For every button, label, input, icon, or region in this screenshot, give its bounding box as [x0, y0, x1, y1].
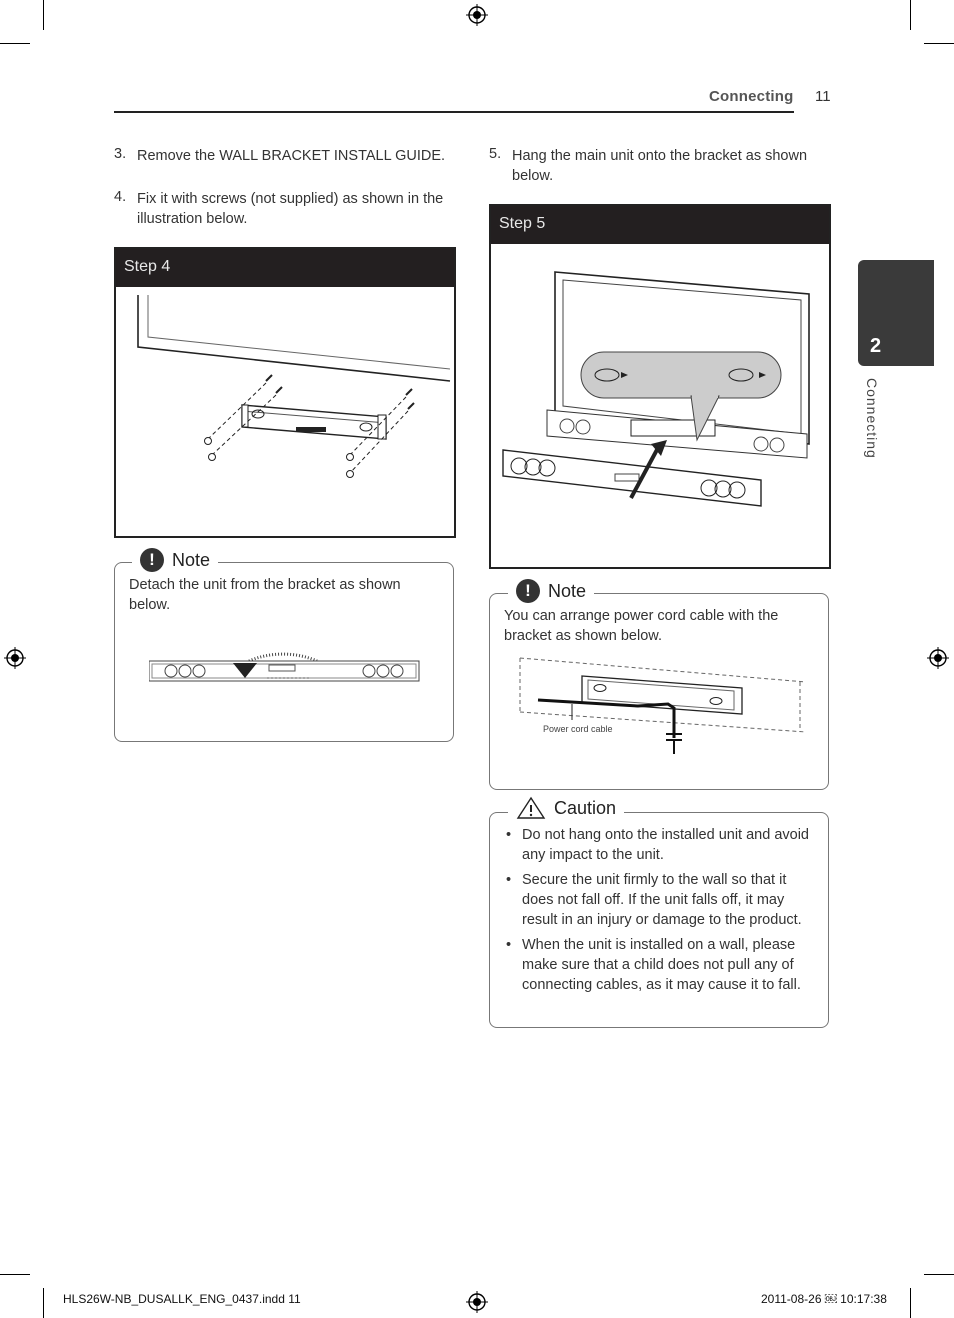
caution-list [504, 825, 816, 1000]
list-item: • Do not hang onto the installed unit and avoid any impact to the unit. [504, 825, 816, 865]
caution-heading: Caution [554, 797, 617, 818]
list-item: • When the unit is installed on a wall, please make sure that a child does not pull any of connecting cables, as it may cause it to fall. [504, 935, 816, 995]
header-rule [114, 111, 794, 113]
step-number: 3. [114, 146, 127, 162]
step-number: 5. [489, 146, 502, 162]
registration-mark-icon [927, 647, 949, 669]
step-text: Remove the WALL BRACKET INSTALL GUIDE. [137, 148, 446, 164]
note-title [132, 548, 218, 572]
crop-mark [910, 1288, 911, 1318]
hang-unit-illustration [491, 244, 829, 567]
exclamation-icon: ! [516, 579, 540, 603]
note-box [114, 562, 454, 742]
caution-title [508, 796, 624, 820]
crop-mark [924, 1274, 954, 1275]
crop-mark [910, 0, 911, 30]
list-item: • Secure the unit firmly to the wall so that it does not fall off. If the unit falls off, it may result in an injury or damage to the product. [504, 870, 816, 930]
exclamation-icon: ! [140, 548, 164, 572]
note-text: You can arrange power cord cable with the bracket as shown below. [504, 608, 779, 644]
footer-filename: HLS26W-NB_DUSALLK_ENG_0437.indd 11 [63, 1292, 301, 1306]
soundbar-detach-illustration [149, 633, 421, 683]
registration-mark-icon [4, 647, 26, 669]
note-heading: Note [548, 580, 587, 601]
crop-mark [0, 43, 30, 44]
figure-step-5 [489, 204, 831, 569]
step-number: 4. [114, 189, 127, 205]
page-number: 11 [815, 88, 831, 105]
figure-step-4 [114, 247, 456, 538]
figure-title: Step 4 [116, 249, 454, 287]
callout-label: Power cord cable [543, 724, 613, 734]
note-title [508, 579, 594, 603]
footer-timestamp: 2011-08-26 ￼ 10:17:38 [761, 1292, 887, 1306]
registration-mark-icon [466, 4, 488, 26]
warning-triangle-icon [516, 796, 546, 820]
bracket-screw-illustration [116, 287, 454, 536]
power-cord-illustration [518, 654, 808, 759]
note-text: Detach the unit from the bracket as shown below. [129, 577, 401, 613]
step-text: Fix it with screws (not supplied) as shown in the illustration below. [137, 191, 444, 227]
registration-mark-icon [466, 1291, 488, 1313]
crop-mark [924, 43, 954, 44]
crop-mark [0, 1274, 30, 1275]
caution-box [489, 812, 829, 1028]
note-heading: Note [172, 549, 211, 570]
chapter-label: Connecting [864, 378, 880, 459]
note-box [489, 593, 829, 790]
chapter-number: 2 [870, 335, 882, 357]
figure-title: Step 5 [491, 206, 829, 244]
crop-mark [43, 0, 44, 30]
step-text: Hang the main unit onto the bracket as shown below. [512, 148, 808, 184]
crop-mark [43, 1288, 44, 1318]
running-header-section: Connecting [709, 88, 794, 105]
